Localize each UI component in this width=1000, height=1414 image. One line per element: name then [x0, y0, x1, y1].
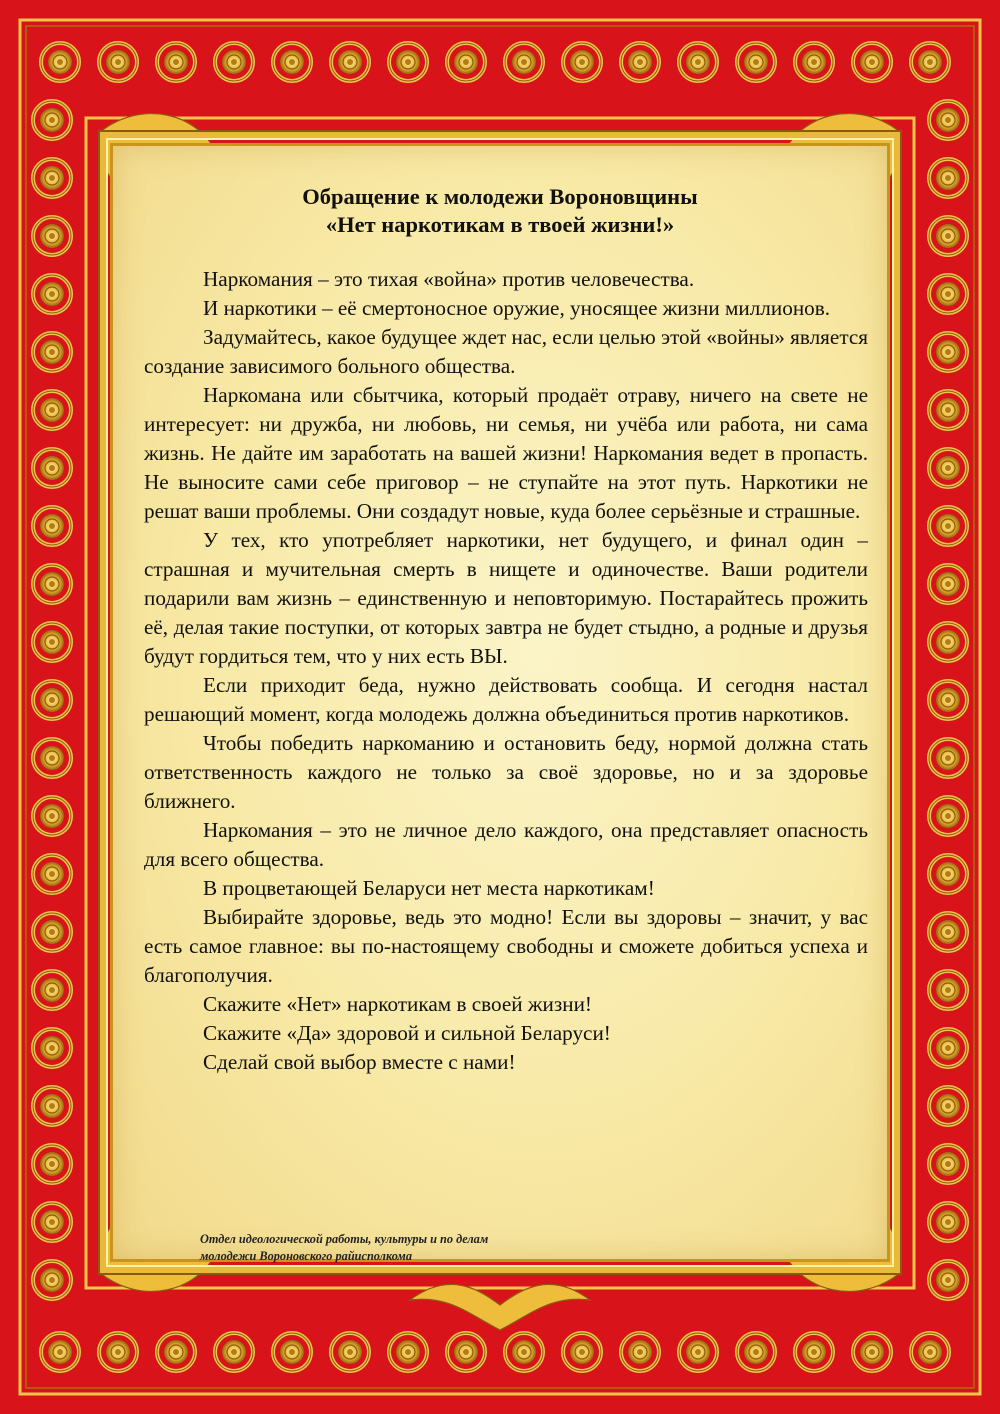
title-line-1: Обращение к молодежи Вороновщины [302, 184, 698, 209]
paragraph: Скажите «Да» здоровой и сильной Беларуси! [203, 1021, 611, 1045]
paragraph: Сделай свой выбор вместе с нами! [203, 1050, 516, 1074]
signature-line-1: Отдел идеологической работы, культуры и по делам [200, 1232, 489, 1246]
paragraph: Наркомания – это тихая «война» против человечества. [203, 267, 695, 291]
paragraph: В процветающей Беларуси нет места наркотикам! [203, 876, 655, 900]
paragraph: Если приходит беда, нужно действовать сообща. И сегодня настал решающий момент, когда молодежь должна объединиться против наркотиков. [144, 673, 868, 726]
appeal-body [144, 265, 868, 1077]
page-title [140, 183, 860, 239]
paragraph: Выбирайте здоровье, ведь это модно! Если вы здоровы – значит, у вас есть самое главное: вы по-настоящему свободны и сможете добиться успеха и благополучия. [144, 905, 868, 987]
paragraph: Наркомана или сбытчика, который продаёт отраву, ничего на свете не интересует: ни дружба, ни любовь, ни семья, ни учёба или работа, ни сама жизнь. Не дайте им заработать на вашей жизни! Наркомания ведет в пропасть. Не выносите сами себе приговор – не ступайте на этот путь. Наркотики не решат ваши проблемы. Они создадут новые, куда более серьёзные и страшные. [144, 383, 868, 523]
paragraph: Скажите «Нет» наркотикам в своей жизни! [203, 992, 592, 1016]
paragraph: Чтобы победить наркоманию и остановить беду, нормой должна стать ответственность каждого не только за своё здоровье, но и за здоровье ближнего. [144, 731, 868, 813]
signature-line-2: молодежи Вороновского райисполкома [200, 1249, 412, 1263]
title-line-2: «Нет наркотикам в твоей жизни!» [325, 212, 675, 237]
signature-block [200, 1231, 620, 1265]
paragraph: Наркомания – это не личное дело каждого, она представляет опасность для всего общества. [144, 818, 868, 871]
paragraph: И наркотики – её смертоносное оружие, уносящее жизни миллионов. [203, 296, 831, 320]
paragraph: У тех, кто употребляет наркотики, нет будущего, и финал один – страшная и мучительная смерть в нищете и одиночестве. Ваши родители подарили вам жизнь – единственную и неповторимую. Постарайтесь прожить её, делая такие поступки, от которых завтра не будет стыдно, а родные и друзья будут гордиться тем, что у них есть ВЫ. [144, 528, 868, 668]
paragraph: Задумайтесь, какое будущее ждет нас, если целью этой «войны» является создание зависимого больного общества. [144, 325, 868, 378]
